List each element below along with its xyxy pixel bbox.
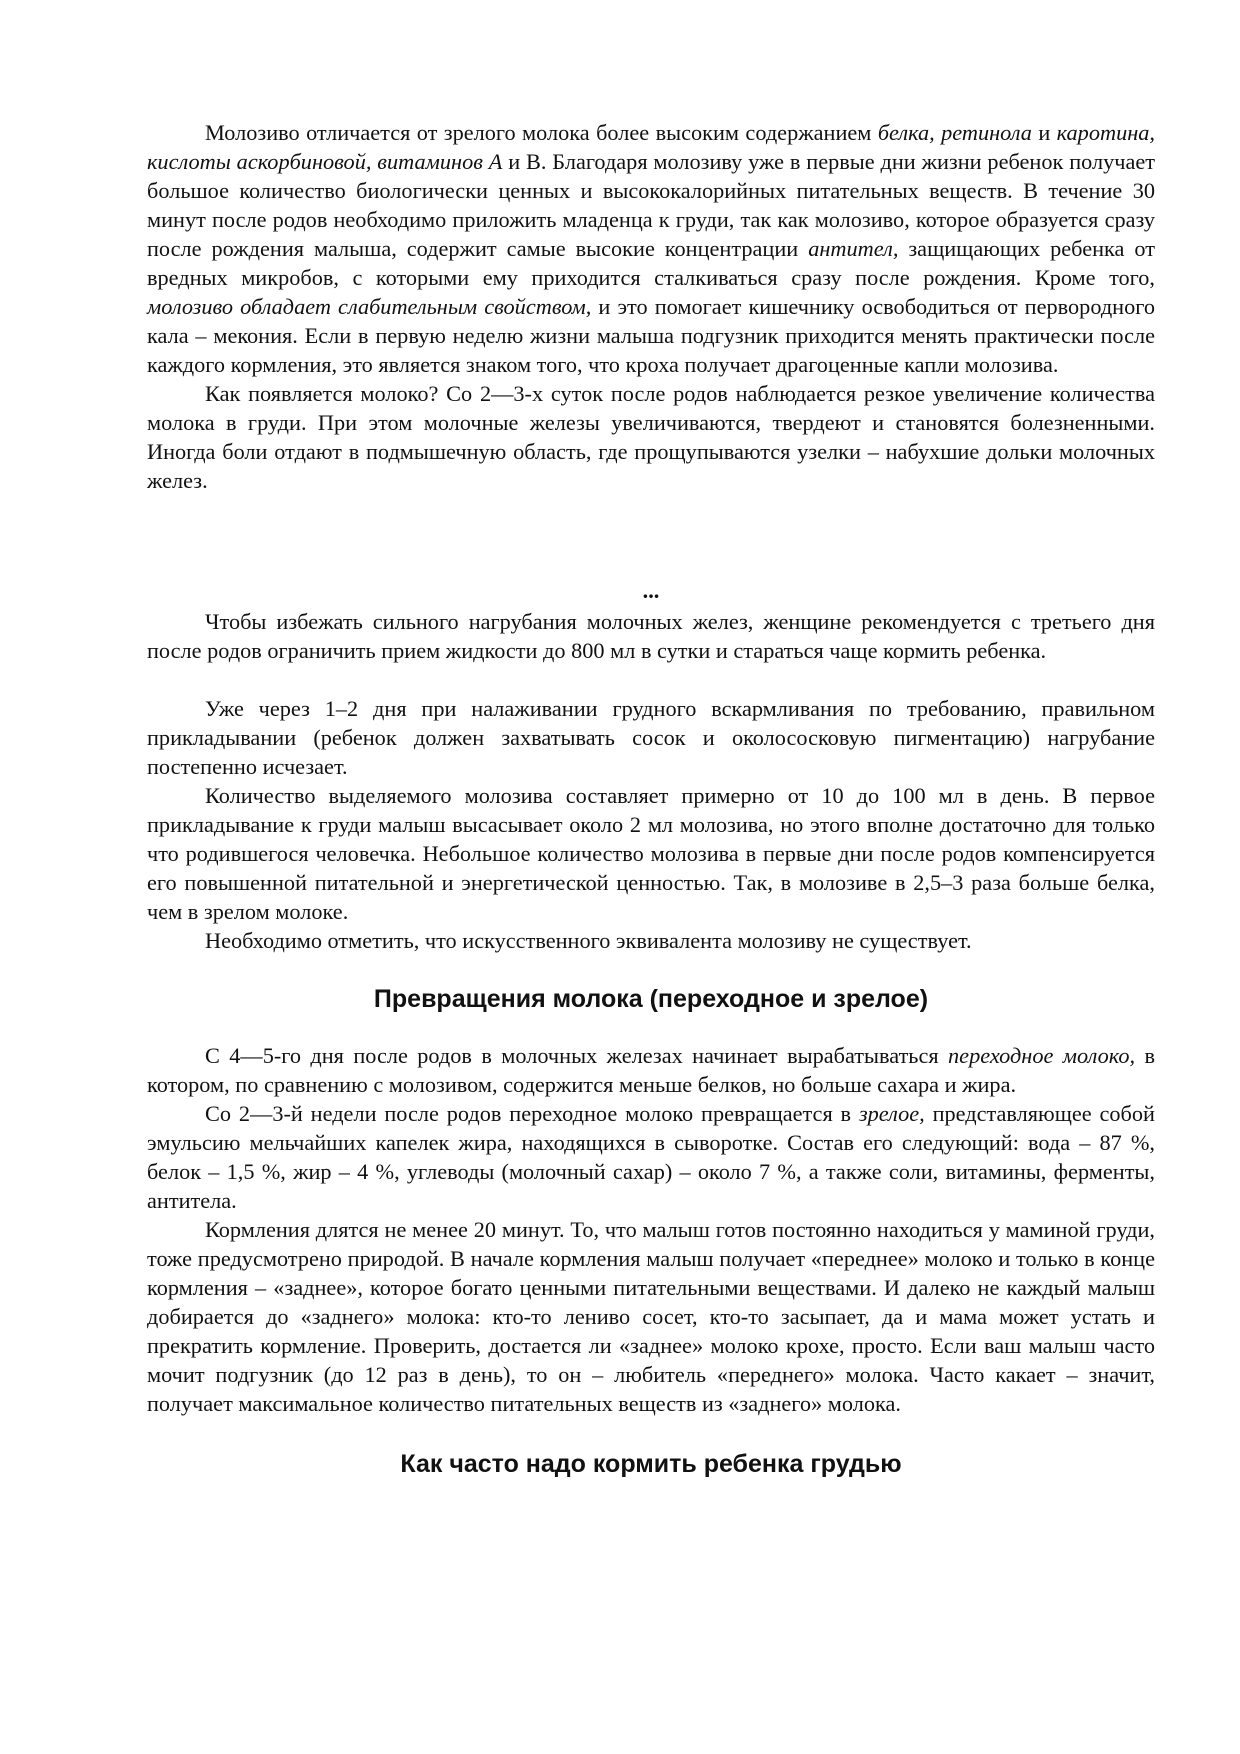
text-run: защищающих ребенка от вредных микробов, с которыми ему приходится сталкиваться сразу после рождения. Кроме того, [147,236,1155,290]
text-run: Молозиво отличается от зрелого молока более высоким содержанием [205,120,878,145]
paragraph-mature-milk [147,1099,1155,1215]
text-run: и это помогает кишечнику освободиться от первородного кала – мекония. Если в первую неделю жизни малыша подгузник приходится менять практически после каждого кормления, это является знаком того, что кроха получает драгоценные капли молозива. [147,294,1156,377]
section-heading-feeding-frequency: Как часто надо кормить ребенка грудью [400,1450,902,1478]
italic-run: зрелое, [858,1101,925,1126]
text-run: представляющее собой эмульсию мельчайших капелек жира, находящихся в сыворотке. Состав его следующий: вода – 87 %, белок – 1,5 %, жир – 4 %, углеводы (молочный сахар) – около 7 %, а также соли, витамины, ферменты, антитела. [147,1101,1155,1213]
paragraph-latching: Уже через 1–2 дня при налаживании грудного вскармливания по требованию, правильном прикладывании (ребенок должен захватывать сосок и околососковую пигментацию) нагрубание постепенно исчезает. [147,696,1155,779]
paragraph-no-equivalent: Необходимо отметить, что искусственного эквивалента молозиву не существует. [205,928,972,953]
paragraph-colostrum [147,118,1155,379]
paragraph-milk-appears: Как появляется молоко? Со 2—3-х суток после родов наблюдается резкое увеличение количества молока в груди. При этом молочные железы увеличиваются, твердеют и становятся болезненными. Иногда боли отдают в подмышечную область, где прощупываются узелки – набухшие дольки молочных желез. [147,381,1155,493]
paragraph-feeding-duration: Кормления длятся не менее 20 минут. То, что малыш готов постоянно находиться у маминой груди, тоже предусмотрено природой. В начале кормления малыш получает «переднее» молоко и только в конце кормления – «заднее», которое богато ценными питательными веществами. И далеко не каждый малыш добирается до «заднего» молока: кто-то лениво сосет, кто-то засыпает, да и мама может устать и прекратить кормление. Проверить, достается ли «заднее» молоко крохе, просто. Если ваш малыш часто мочит подгузник (до 12 раз в день), то он – любитель «переднего» молока. Часто какает – значит, получает максимальное количество питательных веществ из «заднего» молока. [147,1217,1155,1416]
text-run: Со 2—3-й недели после родов переходное молоко превращается в [205,1101,859,1126]
section-heading-milk-transformations: Превращения молока (переходное и зрелое) [373,985,929,1013]
italic-run: переходное молоко, [948,1043,1136,1068]
paragraph-colostrum-amount: Количество выделяемого молозива составляет примерно от 10 до 100 мл в день. В первое прикладывание к груди малыш высасывает около 2 мл молозива, но этого вполне достаточно для только что родившегося человечка. Небольшое количество молозива в первые дни после родов компенсируется его повышенной питательной и энергетической ценностью. Так, в молозиве в 2,5–3 раза больше белка, чем в зрелом молоке. [147,783,1155,924]
italic-run: каротина, кислоты аскорбиновой, витаминов А [147,120,1156,174]
text-run: С 4—5-го дня после родов в молочных железах начинает вырабатываться [205,1043,949,1068]
italic-run: белка, ретинола [877,120,1032,145]
italic-run: молозиво обладает слабительным свойством, [147,294,592,319]
text-run: в котором, по сравнению с молозивом, содержится меньше белков, но больше сахара и жира. [147,1043,1155,1097]
italic-run: антител, [808,236,899,261]
paragraph-transitional-milk [147,1041,1155,1099]
document-page [147,118,1155,1482]
text-run: и [1031,120,1057,145]
text-run: и В. Благодаря молозиву уже в первые дни жизни ребенок получает большое количество биологически ценных и высококалорийных питательных веществ. В течение 30 минут после родов необходимо приложить младенца к груди, так как молозиво, которое образуется сразу после рождения малыша, содержит самые высокие концентрации [147,149,1156,261]
ellipsis-separator: ... [642,578,660,603]
paragraph-engorgement: Чтобы избежать сильного нагрубания молочных желез, женщине рекомендуется с третьего дня после родов ограничить прием жидкости до 800 мл в сутки и стараться чаще кормить ребенка. [147,609,1155,663]
